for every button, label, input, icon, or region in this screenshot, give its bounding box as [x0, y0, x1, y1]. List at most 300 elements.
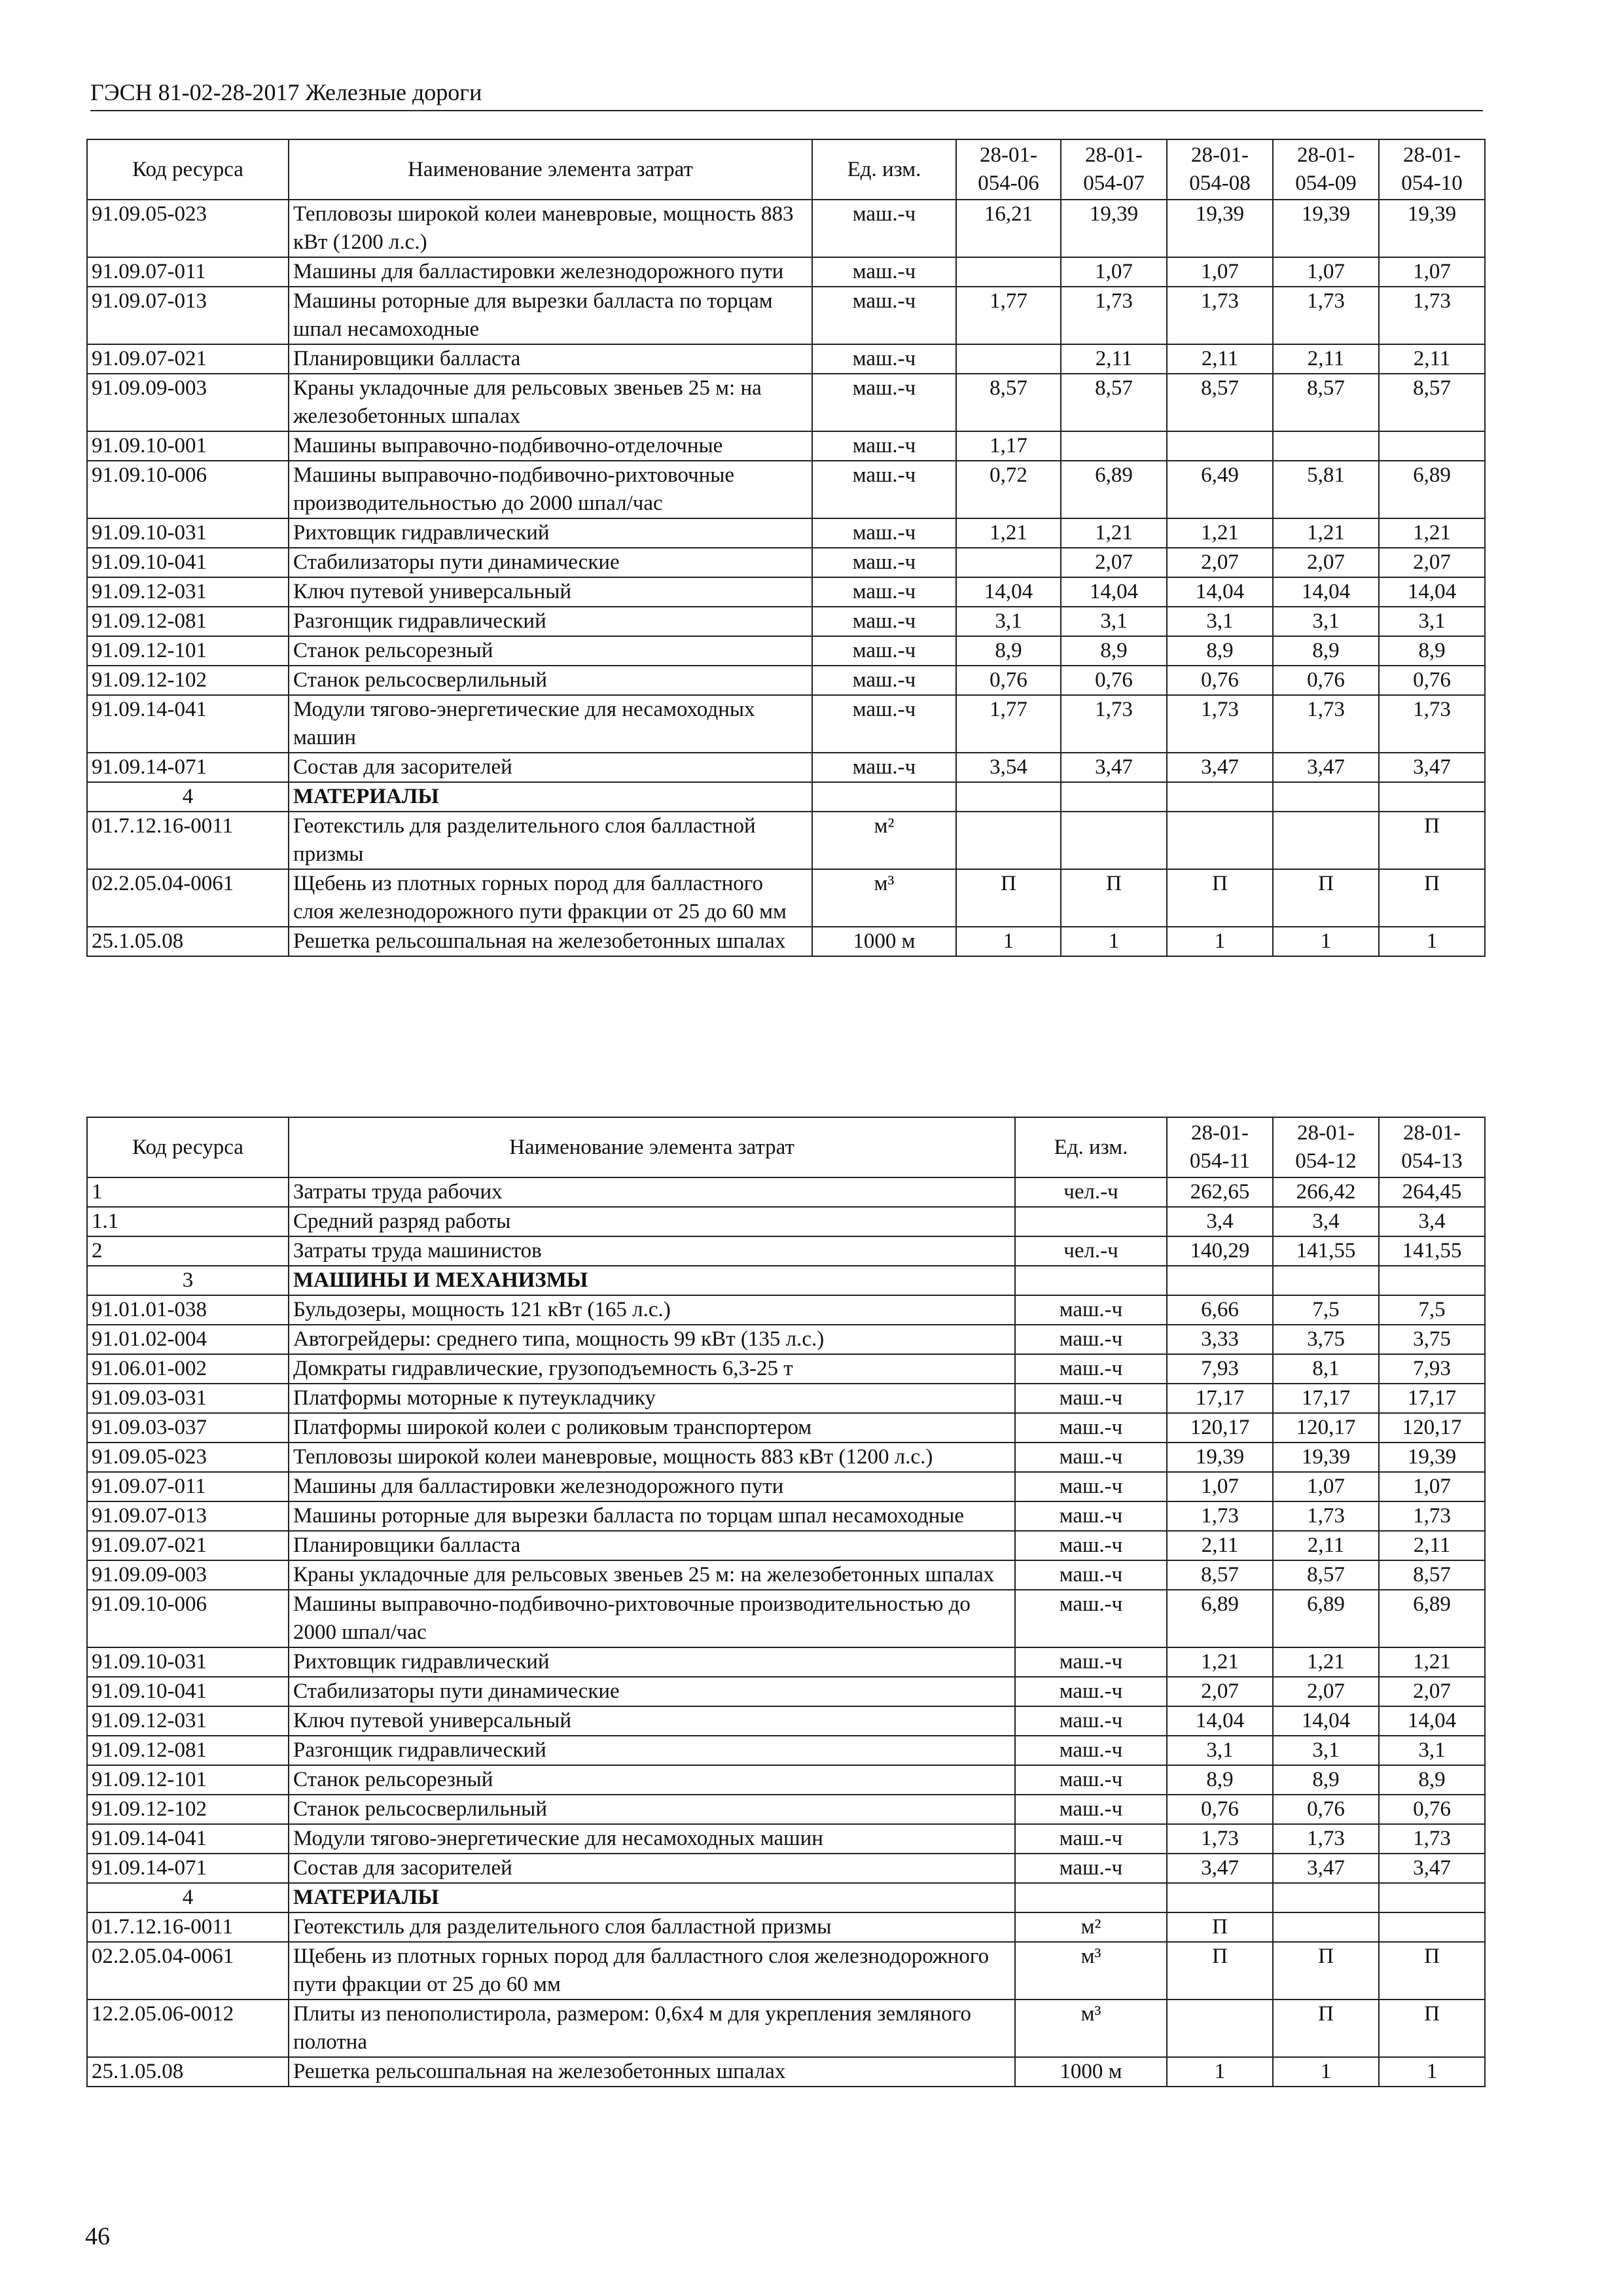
cell-value: П [956, 869, 1061, 927]
cell-value: 1,21 [1167, 1647, 1273, 1677]
cell-name: Автогрейдеры: среднего типа, мощность 99 кВт (135 л.с.) [289, 1325, 1015, 1354]
cell-unit: маш.-ч [812, 548, 956, 577]
cell-value [1167, 782, 1273, 812]
cell-value [1379, 431, 1485, 461]
cell-code: 91.09.12-101 [87, 636, 289, 666]
cell-value: 1 [1379, 2057, 1485, 2087]
cell-value: 2,07 [1273, 1677, 1379, 1706]
cell-value: 1,07 [1167, 1472, 1273, 1501]
cell-value: 1,21 [1273, 518, 1379, 548]
cell-value: 8,9 [1273, 1765, 1379, 1795]
cell-value [1379, 1883, 1485, 1912]
cell-value: 2,07 [1167, 1677, 1273, 1706]
cell-value: 3,47 [1379, 1854, 1485, 1883]
cell-unit: маш.-ч [812, 577, 956, 607]
cell-unit: маш.-ч [812, 374, 956, 431]
cell-unit: маш.-ч [1015, 1501, 1167, 1531]
cell-value: 1,07 [1061, 257, 1167, 287]
cell-value: 14,04 [956, 577, 1061, 607]
table-row [87, 577, 1485, 607]
table-row [87, 518, 1485, 548]
cell-value: 8,9 [1167, 1765, 1273, 1795]
cell-code: 91.09.07-011 [87, 257, 289, 287]
cell-value: 140,29 [1167, 1236, 1273, 1266]
cell-code: 02.2.05.04-0061 [87, 1942, 289, 2000]
cell-value: 1,07 [1167, 257, 1273, 287]
cell-value: 1,21 [1061, 518, 1167, 548]
table-row [87, 548, 1485, 577]
cell-unit: маш.-ч [1015, 1443, 1167, 1472]
cell-name: Машины для балластировки железнодорожного пути [289, 257, 812, 287]
header-name: Наименование элемента затрат [289, 1117, 1015, 1177]
cell-value: 3,47 [1167, 753, 1273, 782]
cell-name: Домкраты гидравлические, грузоподъемность 6,3-25 т [289, 1354, 1015, 1384]
cell-value: 14,04 [1061, 577, 1167, 607]
cell-value: 3,47 [1379, 753, 1485, 782]
cell-code: 02.2.05.04-0061 [87, 869, 289, 927]
cell-value [1273, 1266, 1379, 1295]
table-row [87, 1354, 1485, 1384]
table-row [87, 344, 1485, 374]
cell-name: Тепловозы широкой колеи маневровые, мощность 883 кВт (1200 л.с.) [289, 200, 812, 257]
cell-value: 3,54 [956, 753, 1061, 782]
cell-value: 1,77 [956, 287, 1061, 344]
cell-code: 91.09.12-031 [87, 1706, 289, 1736]
table-row [87, 1560, 1485, 1590]
cell-value: 1,73 [1379, 1824, 1485, 1854]
table-header-row [87, 1117, 1485, 1177]
cell-value: 2,07 [1379, 548, 1485, 577]
cell-unit: маш.-ч [1015, 1413, 1167, 1443]
cell-value: 8,9 [1061, 636, 1167, 666]
table-row [87, 1472, 1485, 1501]
cell-value: 17,17 [1273, 1384, 1379, 1413]
cell-value: 3,47 [1273, 1854, 1379, 1883]
cell-value: 6,89 [1273, 1590, 1379, 1647]
cell-code: 1.1 [87, 1207, 289, 1236]
header-unit: Ед. изм. [812, 139, 956, 200]
cell-value: 3,1 [1273, 607, 1379, 636]
cell-value [1379, 1912, 1485, 1942]
cell-value [1061, 431, 1167, 461]
cell-code: 25.1.05.08 [87, 2057, 289, 2087]
header-name: Наименование элемента затрат [289, 139, 812, 200]
cell-unit [1015, 1266, 1167, 1295]
cell-value: 14,04 [1379, 577, 1485, 607]
cell-unit: 1000 м [1015, 2057, 1167, 2087]
cell-code: 91.09.10-001 [87, 431, 289, 461]
table-row [87, 1177, 1485, 1207]
cell-value: П [1379, 869, 1485, 927]
cell-value: 1,73 [1167, 1824, 1273, 1854]
cell-value: 1,21 [1379, 1647, 1485, 1677]
cell-code: 91.09.10-031 [87, 518, 289, 548]
cell-value: 1,21 [1273, 1647, 1379, 1677]
cell-value [1273, 812, 1379, 869]
cell-value: П [1167, 1942, 1273, 2000]
cell-value: 2,11 [1273, 1531, 1379, 1560]
table-row [87, 1443, 1485, 1472]
table-row [87, 1384, 1485, 1413]
cell-value: П [1379, 2000, 1485, 2057]
cell-name: Ключ путевой универсальный [289, 1706, 1015, 1736]
cell-code: 01.7.12.16-0011 [87, 1912, 289, 1942]
cell-value: 141,55 [1273, 1236, 1379, 1266]
cell-name: Машины для балластировки железнодорожного пути [289, 1472, 1015, 1501]
cell-unit: чел.-ч [1015, 1236, 1167, 1266]
cell-value: 3,1 [1167, 1736, 1273, 1765]
cell-value [956, 257, 1061, 287]
cell-code: 91.09.05-023 [87, 1443, 289, 1472]
table-row [87, 1824, 1485, 1854]
cell-value: 7,5 [1273, 1295, 1379, 1325]
cell-value: 14,04 [1273, 577, 1379, 607]
cell-name: Геотекстиль для разделительного слоя балластной призмы [289, 812, 812, 869]
table-row [87, 1765, 1485, 1795]
cell-name: Станок рельсосверлильный [289, 1795, 1015, 1824]
table-row [87, 927, 1485, 956]
cell-name: Плиты из пенополистирола, размером: 0,6х4 м для укрепления земляного полотна [289, 2000, 1015, 2057]
cell-name: Разгонщик гидравлический [289, 607, 812, 636]
cell-code: 91.09.07-013 [87, 1501, 289, 1531]
cell-value: 2,11 [1273, 344, 1379, 374]
cell-value [1379, 782, 1485, 812]
cell-value: 1,73 [1061, 695, 1167, 753]
cell-value: 262,65 [1167, 1177, 1273, 1207]
table-row [87, 2000, 1485, 2057]
cell-name: Решетка рельсошпальная на железобетонных шпалах [289, 2057, 1015, 2087]
header-col: 28-01-054-11 [1167, 1117, 1273, 1177]
cell-value: 0,76 [1273, 666, 1379, 695]
cell-name: Платформы моторные к путеукладчику [289, 1384, 1015, 1413]
cell-value: 0,76 [1379, 666, 1485, 695]
cell-value: 2,11 [1167, 1531, 1273, 1560]
cell-value: 3,1 [1167, 607, 1273, 636]
cell-unit: маш.-ч [812, 636, 956, 666]
cell-value [956, 344, 1061, 374]
cell-code: 91.09.12-101 [87, 1765, 289, 1795]
cell-value: 120,17 [1273, 1413, 1379, 1443]
cell-value: П [1167, 1912, 1273, 1942]
cell-value: 1,73 [1167, 287, 1273, 344]
cell-unit: маш.-ч [1015, 1325, 1167, 1354]
cell-code: 4 [87, 782, 289, 812]
cell-value [1273, 431, 1379, 461]
cell-name: Щебень из плотных горных пород для балластного слоя железнодорожного пути фракции от 25 до 60 мм [289, 869, 812, 927]
cell-unit: маш.-ч [1015, 1384, 1167, 1413]
cell-unit [1015, 1207, 1167, 1236]
cell-name: Машины выправочно-подбивочно-рихтовочные производительностью до 2000 шпал/час [289, 1590, 1015, 1647]
cell-name: Машины роторные для вырезки балласта по торцам шпал несамоходные [289, 1501, 1015, 1531]
cell-value: 120,17 [1379, 1413, 1485, 1443]
cell-value: 6,66 [1167, 1295, 1273, 1325]
cell-value: 8,57 [1379, 374, 1485, 431]
cell-value: 266,42 [1273, 1177, 1379, 1207]
cell-value: 2,11 [1167, 344, 1273, 374]
cell-value [1273, 782, 1379, 812]
cell-value: 3,1 [1273, 1736, 1379, 1765]
cell-code: 91.09.10-031 [87, 1647, 289, 1677]
cell-value [1061, 782, 1167, 812]
header-col: 28-01-054-06 [956, 139, 1061, 200]
table-row [87, 287, 1485, 344]
cell-name: Затраты труда машинистов [289, 1236, 1015, 1266]
cell-value: 1,07 [1273, 257, 1379, 287]
cell-name: Тепловозы широкой колеи маневровые, мощность 883 кВт (1200 л.с.) [289, 1443, 1015, 1472]
cell-unit: маш.-ч [1015, 1706, 1167, 1736]
cell-name: Модули тягово-энергетические для несамоходных машин [289, 1824, 1015, 1854]
cell-value: 1,73 [1061, 287, 1167, 344]
section-row [87, 782, 1485, 812]
cell-value [956, 782, 1061, 812]
cell-value: 5,81 [1273, 461, 1379, 518]
cell-value: 1 [1167, 927, 1273, 956]
cell-value: 3,4 [1273, 1207, 1379, 1236]
cell-unit: м³ [812, 869, 956, 927]
cell-name: Бульдозеры, мощность 121 кВт (165 л.с.) [289, 1295, 1015, 1325]
cell-value: 7,93 [1379, 1354, 1485, 1384]
cell-name: Щебень из плотных горных пород для балластного слоя железнодорожного пути фракции от 25 до 60 мм [289, 1942, 1015, 2000]
cell-value: 8,9 [956, 636, 1061, 666]
header-col: 28-01-054-13 [1379, 1117, 1485, 1177]
table-row [87, 1912, 1485, 1942]
cell-value [1273, 1883, 1379, 1912]
table-row [87, 753, 1485, 782]
header-col: 28-01-054-08 [1167, 139, 1273, 200]
cell-code: 91.09.12-081 [87, 1736, 289, 1765]
cell-name: Средний разряд работы [289, 1207, 1015, 1236]
cell-value: 8,57 [956, 374, 1061, 431]
cell-value: 1,07 [1379, 1472, 1485, 1501]
cell-value: 1,73 [1273, 695, 1379, 753]
cell-value: 1 [956, 927, 1061, 956]
cell-value: 264,45 [1379, 1177, 1485, 1207]
page-number: 46 [85, 2223, 110, 2250]
table-row [87, 1647, 1485, 1677]
cell-value: 2,07 [1061, 548, 1167, 577]
cell-value: П [1273, 869, 1379, 927]
cell-value: 2,11 [1379, 344, 1485, 374]
table-row [87, 1501, 1485, 1531]
cell-code: 91.09.12-102 [87, 1795, 289, 1824]
cell-value: П [1061, 869, 1167, 927]
cell-value: 8,57 [1273, 374, 1379, 431]
table-row [87, 1736, 1485, 1765]
cell-value: П [1167, 869, 1273, 927]
cell-value: 8,9 [1379, 636, 1485, 666]
cell-value: 19,39 [1061, 200, 1167, 257]
cell-code: 91.09.10-006 [87, 461, 289, 518]
cell-value: 3,75 [1273, 1325, 1379, 1354]
cell-name: Геотекстиль для разделительного слоя балластной призмы [289, 1912, 1015, 1942]
cell-unit: маш.-ч [812, 461, 956, 518]
cell-code: 91.09.07-021 [87, 344, 289, 374]
cell-value: 1,73 [1167, 1501, 1273, 1531]
table-row [87, 1236, 1485, 1266]
table-row [87, 461, 1485, 518]
header-col: 28-01-054-09 [1273, 139, 1379, 200]
cell-value: 17,17 [1379, 1384, 1485, 1413]
cell-value [1061, 812, 1167, 869]
cell-value [1167, 431, 1273, 461]
cell-value: 1 [1273, 2057, 1379, 2087]
cell-unit: маш.-ч [812, 695, 956, 753]
cell-code: 91.09.03-037 [87, 1413, 289, 1443]
cell-value: 3,47 [1061, 753, 1167, 782]
cell-value: 3,1 [1061, 607, 1167, 636]
cell-name: Стабилизаторы пути динамические [289, 548, 812, 577]
cell-name: Рихтовщик гидравлический [289, 518, 812, 548]
section-row [87, 1883, 1485, 1912]
cell-code: 3 [87, 1266, 289, 1295]
cell-value: 16,21 [956, 200, 1061, 257]
cell-unit: м³ [1015, 1942, 1167, 2000]
cell-unit [1015, 1883, 1167, 1912]
cell-value: 14,04 [1167, 1706, 1273, 1736]
cell-name: Станок рельсорезный [289, 636, 812, 666]
cell-value: 8,57 [1167, 1560, 1273, 1590]
cell-value [1167, 812, 1273, 869]
cell-code: 4 [87, 1883, 289, 1912]
table-row [87, 666, 1485, 695]
cell-code: 91.09.03-031 [87, 1384, 289, 1413]
cell-value: 1 [1273, 927, 1379, 956]
cell-unit: 1000 м [812, 927, 956, 956]
cell-code: 25.1.05.08 [87, 927, 289, 956]
cell-name: Рихтовщик гидравлический [289, 1647, 1015, 1677]
cell-code: 91.09.12-031 [87, 577, 289, 607]
cell-value: 8,9 [1379, 1765, 1485, 1795]
section-row [87, 1266, 1485, 1295]
cell-value: 0,72 [956, 461, 1061, 518]
cell-value: 8,57 [1167, 374, 1273, 431]
cell-code: 91.09.07-013 [87, 287, 289, 344]
table-row [87, 1295, 1485, 1325]
cell-unit: маш.-ч [1015, 1295, 1167, 1325]
cell-name: Краны укладочные для рельсовых звеньев 25 м: на железобетонных шпалах [289, 374, 812, 431]
cell-name: Затраты труда рабочих [289, 1177, 1015, 1207]
cell-name: Машины выправочно-подбивочно-отделочные [289, 431, 812, 461]
cell-value: 0,76 [1061, 666, 1167, 695]
header-col: 28-01-054-07 [1061, 139, 1167, 200]
cell-unit: м² [812, 812, 956, 869]
cell-value [1167, 2000, 1273, 2057]
header-col: 28-01-054-12 [1273, 1117, 1379, 1177]
cell-value: 8,9 [1273, 636, 1379, 666]
cell-value: 1,73 [1273, 287, 1379, 344]
cell-value: 1,73 [1273, 1824, 1379, 1854]
cell-unit: маш.-ч [812, 200, 956, 257]
cell-code: 91.09.05-023 [87, 200, 289, 257]
cell-code: 1 [87, 1177, 289, 1207]
header-code: Код ресурса [87, 139, 289, 200]
table-row [87, 869, 1485, 927]
cell-value: 6,89 [1379, 461, 1485, 518]
cell-value: 6,89 [1167, 1590, 1273, 1647]
table-row [87, 2057, 1485, 2087]
cell-value: П [1273, 1942, 1379, 2000]
cell-value: 19,39 [1273, 1443, 1379, 1472]
cell-unit: маш.-ч [1015, 1472, 1167, 1501]
cell-value: 8,9 [1167, 636, 1273, 666]
table-row [87, 812, 1485, 869]
cell-value: 1,21 [1379, 518, 1485, 548]
cell-name: Состав для засорителей [289, 753, 812, 782]
cell-unit: маш.-ч [1015, 1531, 1167, 1560]
cell-value: 1,07 [1379, 257, 1485, 287]
cell-value: 8,57 [1273, 1560, 1379, 1590]
cell-unit: маш.-ч [1015, 1795, 1167, 1824]
cell-value: 0,76 [1273, 1795, 1379, 1824]
cell-value: 120,17 [1167, 1413, 1273, 1443]
cell-value: 8,1 [1273, 1354, 1379, 1384]
cell-value: П [1379, 812, 1485, 869]
cell-value: 1 [1167, 2057, 1273, 2087]
cell-value: 3,4 [1167, 1207, 1273, 1236]
table-row [87, 1413, 1485, 1443]
cell-code: 91.09.07-011 [87, 1472, 289, 1501]
cell-value: 1,17 [956, 431, 1061, 461]
cell-name: МАТЕРИАЛЫ [289, 1883, 1015, 1912]
table-row [87, 431, 1485, 461]
header-unit: Ед. изм. [1015, 1117, 1167, 1177]
cell-value: 19,39 [1167, 200, 1273, 257]
cell-unit: маш.-ч [1015, 1354, 1167, 1384]
cell-code: 12.2.05.06-0012 [87, 2000, 289, 2057]
cell-value: 14,04 [1167, 577, 1273, 607]
table-row [87, 636, 1485, 666]
cell-name: Стабилизаторы пути динамические [289, 1677, 1015, 1706]
cell-unit: маш.-ч [812, 431, 956, 461]
table-row [87, 1325, 1485, 1354]
cell-value: 1,73 [1379, 695, 1485, 753]
cell-name: Модули тягово-энергетические для несамоходных машин [289, 695, 812, 753]
cell-value: 3,1 [1379, 1736, 1485, 1765]
cell-name: Состав для засорителей [289, 1854, 1015, 1883]
table-row [87, 1207, 1485, 1236]
cell-code: 91.09.09-003 [87, 1560, 289, 1590]
cell-value: П [1379, 1942, 1485, 2000]
cell-value: 19,39 [1379, 1443, 1485, 1472]
table-row [87, 1854, 1485, 1883]
cell-value: 8,57 [1379, 1560, 1485, 1590]
cell-value: 1,73 [1379, 287, 1485, 344]
cell-name: Станок рельсосверлильный [289, 666, 812, 695]
cell-code: 91.09.09-003 [87, 374, 289, 431]
cell-value: 3,4 [1379, 1207, 1485, 1236]
cell-unit: маш.-ч [812, 257, 956, 287]
cell-value: 6,49 [1167, 461, 1273, 518]
cell-unit: маш.-ч [812, 344, 956, 374]
table-row [87, 374, 1485, 431]
cell-value: 1 [1061, 927, 1167, 956]
cell-value: 19,39 [1167, 1443, 1273, 1472]
cell-value: 3,75 [1379, 1325, 1485, 1354]
table-row [87, 695, 1485, 753]
cell-code: 91.09.14-041 [87, 695, 289, 753]
cell-value [1273, 1912, 1379, 1942]
table-row [87, 1795, 1485, 1824]
cell-value: 1,21 [956, 518, 1061, 548]
cell-name: Станок рельсорезный [289, 1765, 1015, 1795]
cell-unit: маш.-ч [1015, 1677, 1167, 1706]
cell-unit: маш.-ч [812, 607, 956, 636]
table-row [87, 1531, 1485, 1560]
cell-code: 91.01.02-004 [87, 1325, 289, 1354]
cell-code: 01.7.12.16-0011 [87, 812, 289, 869]
cell-value: 0,76 [1167, 1795, 1273, 1824]
cell-value: 3,33 [1167, 1325, 1273, 1354]
